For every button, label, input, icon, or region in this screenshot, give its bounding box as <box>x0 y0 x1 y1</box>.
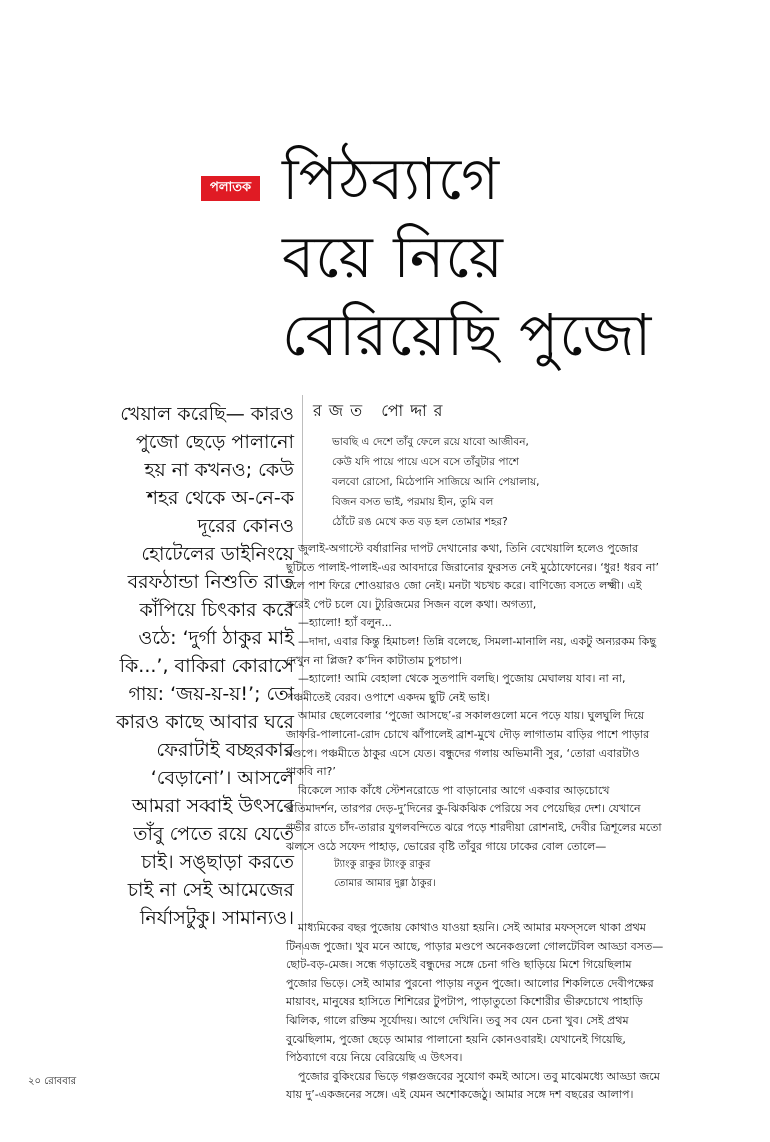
pull-quote-line: গায়: ‘জয়-য়-য়!’; তো <box>128 683 294 705</box>
poem-line: কেউ যদি পায়ে পায়ে এসে বসে তাঁবুটার পাশে <box>332 456 519 468</box>
pull-quote-line: বরফঠান্ডা নিশুতি রাত <box>127 571 294 593</box>
title-line: পিঠব্যাগে <box>282 145 501 213</box>
body-line: টিনএজ পুজো। খুব মনে আছে, পাড়ার মণ্ডপে অনেকগুলো গোলটেবিল আড্ডা বসত— <box>286 939 664 953</box>
body-line: মাধ্যমিকের বছর পুজোয় কোথাও যাওয়া হয়নি। সেই আমার মফস্সলে থাকা প্রথম <box>298 921 646 935</box>
body-line: ঝলসে ওঠে সফেদ পাহাড়, ভোরের বৃষ্টি তাঁবুর গায়ে ঢাকের বোল তোলে— <box>286 839 607 853</box>
pull-quote-line: হোটেলের ডাইনিংয়ে <box>141 543 294 565</box>
body-section-1 <box>286 540 726 893</box>
body-line: মায়াবং, মানুষের হাসিতে শিশিরের টুপটাপ, পাড়াতুতো কিশোরীর ভীরুচোখে পাহাড়ি <box>286 995 643 1009</box>
article-title <box>282 140 752 374</box>
pull-quote-line: চাই। সঙ্ছাড়া করতে <box>141 851 294 873</box>
pull-quote <box>82 400 294 932</box>
body-line: পিঠব্যাগে বয়ে নিয়ে বেরিয়েছি এ উৎসব। <box>286 1051 463 1065</box>
body-line: ঝিলিক, গালে রক্তিম সূর্যোদয়। আগে দেখিনি। তবু সব যেন চেনা খুব। সেই প্রথম <box>286 1014 629 1028</box>
body-line: আমার ছেলেবেলার ‘পুজো আসছে’-র সকালগুলো মনে পড়ে যায়। ঘুলঘুলি দিয়ে <box>298 709 645 723</box>
body-line: জুলাই-অগাস্টে বর্ষারানির দাপট দেখানোর কথা, তিনি বেখেয়ালি হলেও পুজোর <box>298 542 639 555</box>
verse-line: তোমার আমার দুগ্গা ঠাকুর। <box>334 877 436 889</box>
epigraph-poem <box>332 432 712 532</box>
poem-line: বিজন বসত ভাই, পরমায় হীন, তুমি বল <box>332 496 494 508</box>
body-line: প্রতিমাদর্শন, তারপর দেড়-দু’দিনের কু-ঝিকঝিক পেরিয়ে সব পেয়েছির দেশ। যেখানে <box>286 802 641 816</box>
article-body <box>286 540 726 1105</box>
body-line: —দাদা, এবার কিন্তু হিমাচল! তিন্নি বলেছে, সিমলা-মানালি নয়, একটু অন্যরকম কিছু <box>298 634 656 648</box>
body-line: থাকবি না?’ <box>286 765 336 779</box>
pull-quote-line: তাঁবু পেতে রয়ে যেতে <box>133 823 294 845</box>
pull-quote-line: চাই না সেই আমেজের <box>127 879 294 901</box>
body-line: দেখুন না প্লিজ? ক’দিন কাটাতাম চুপচাপ। <box>286 653 462 667</box>
poem-line: বলবো রোসো, মিঠেপানি সাজিয়ে আনি পেয়ালায়, <box>332 476 540 488</box>
pull-quote-line: পুজো ছেড়ে পালানো <box>135 431 294 453</box>
author-byline: রজত পোদ্দার <box>313 401 450 420</box>
body-line: বুঝেছিলাম, পুজো ছেড়ে আমার পালানো হয়নি কোনওবারই। যেখানেই গিয়েছি, <box>286 1032 626 1046</box>
pull-quote-line: হয় না কখনও; কেউ <box>144 459 294 481</box>
body-line: ছুটিতে পালাই-পালাই-এর আবদারে জিরানোর ফুরসত নেই মুঠোফোনের। ‘ধুর! ধরব না’ <box>286 560 659 574</box>
pull-quote-line: ফেরাটাই বচ্ছরকার <box>156 739 294 761</box>
pull-quote-line: নির্যাসটুকু। সামান্যও। <box>139 907 294 929</box>
title-line: বয়ে নিয়ে <box>282 223 504 291</box>
body-line: করেই পেট চলে যে। ট্যুরিজমের সিজন বলে কথা। অগত্যা, <box>286 597 537 611</box>
pull-quote-line: ‘বেড়ানো’। আসলে <box>150 767 294 789</box>
poem-line: ভাবছি এ দেশে তাঁবু ফেলে রয়ে যাবো আজীবন, <box>332 436 529 448</box>
body-line: জাফরি-পালানো-রোদ চোখে ঝাঁপালেই ব্রাশ-মুখে দৌড় লাগাতাম বাড়ির পাশে পাড়ার <box>286 727 650 741</box>
body-line: পঞ্চমীতেই বেরব। ওপাশে একদম ছুটি নেই ভাই। <box>286 690 490 704</box>
pull-quote-line: শহর থেকে অ-নে-ক <box>146 487 294 509</box>
body-line: পুজোর ভিড়ে। সেই আমার পুরনো পাড়ায় নতুন পুজো। আলোর শিকলিতে দেবীপক্ষের <box>286 976 654 990</box>
pull-quote-line: খেয়াল করেছি— কারও <box>120 403 294 425</box>
page-footer: ২০ রোববার <box>28 1076 77 1087</box>
body-line: যায় দু’-একজনের সঙ্গে। এই যেমন অশোকজেঠু। আমার সঙ্গে দশ বছরের আলাপ। <box>286 1088 634 1102</box>
body-line: বিকেলে স্যাক কাঁধে স্টেশনরোডে পা বাড়ানোর আগে একবার আড়চোখে <box>298 783 610 797</box>
verse-line: ট্যাংকু রাকুর ট্যাংকু রাকুর <box>334 859 431 871</box>
pull-quote-line: কারও কাছে আবার ঘরে <box>116 711 294 733</box>
pull-quote-line: কি...’, বাকিরা কোরাসে <box>119 655 294 677</box>
pull-quote-line: কাঁপিয়ে চিৎকার করে <box>139 599 294 621</box>
pull-quote-line: ওঠে: ‘দুর্গা ঠাকুর মাই <box>138 627 294 649</box>
section-tag: পলাতক <box>201 176 260 201</box>
body-line: গভীর রাতে চাঁদ-তারার যুগলবন্দিতে ঝরে পড়ে শারদীয়া রোশনাই, দেবীর ত্রিশূলের মতো <box>286 820 662 834</box>
body-section-2 <box>286 919 726 1105</box>
body-line: বলে পাশ ফিরে শোওয়ারও জো নেই। মনটা খচখচ করে। বাণিজ্যে বসতে লক্ষ্মী। এই <box>286 579 642 593</box>
title-line: বেরিয়েছি পুজো <box>282 301 653 369</box>
body-line: —হ্যালো! আমি বেহালা থেকে সুতপাদি বলছি। পুজোয় মেঘালয় যাব। না না, <box>298 672 626 686</box>
pull-quote-line: দূরের কোনও <box>197 515 294 537</box>
body-line: পুজোর বুকিংয়ের ভিড়ে গল্পগুজবের সুযোগ কমই আসে। তবু মাঝেমধ্যে আড্ডা জমে <box>298 1069 660 1083</box>
body-line: ছোট-বড়-মেজ। সন্ধে গড়াতেই বন্ধুদের সঙ্গে চেনা গণ্ডি ছাড়িয়ে মিশে গিয়েছিলাম <box>286 958 632 972</box>
poem-line: ঠোঁটে রঙ মেখে কত বড় হল তোমার শহর? <box>332 516 508 528</box>
body-line: —হ্যালো! হ্যাঁ বলুন... <box>298 616 392 630</box>
body-line: মণ্ডপে। পঞ্চমীতে ঠাকুর এসে যেত। বন্ধুদের গলায় অভিমানী সুর, ‘তোরা এবারটাও <box>286 746 640 760</box>
pull-quote-line: আমরা সব্বাই উৎসবে <box>131 795 294 817</box>
